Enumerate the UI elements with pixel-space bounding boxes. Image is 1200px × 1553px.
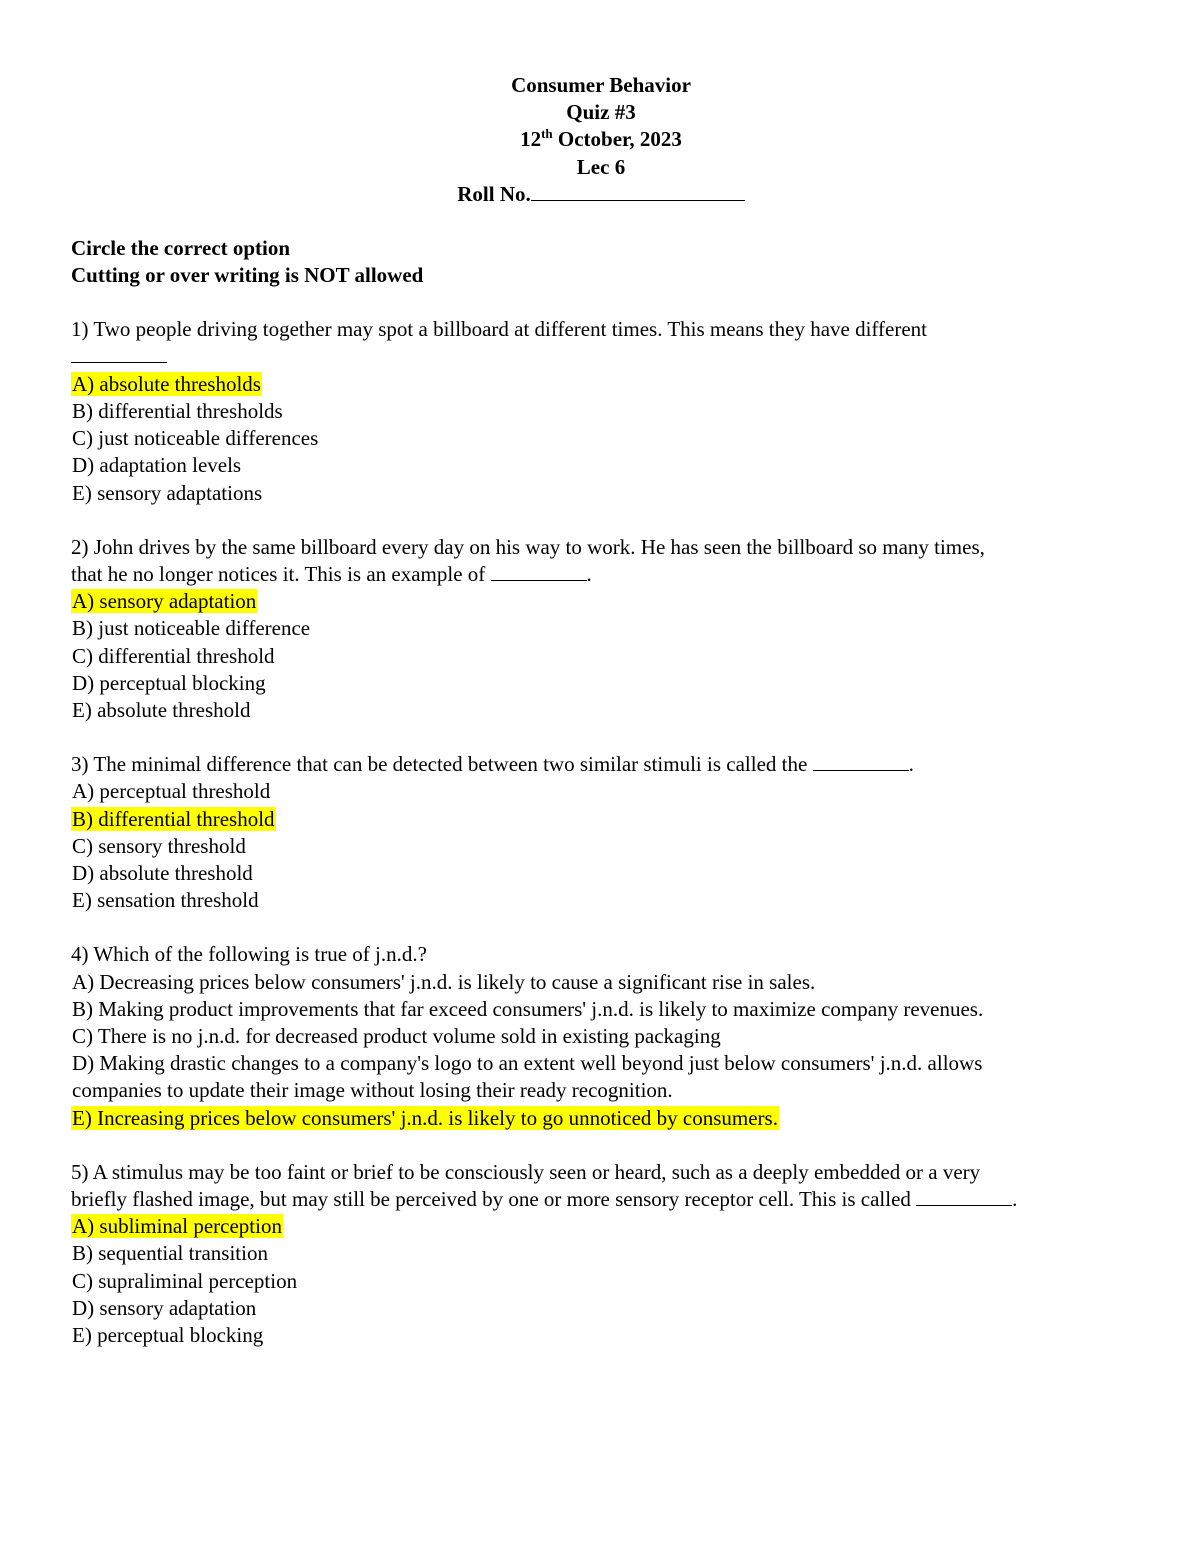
option-d: D) sensory adaptation: [72, 1295, 257, 1320]
instruction-no-overwrite: Cutting or over writing is NOT allowed: [71, 263, 424, 288]
quiz-page: [71, 72, 1131, 1349]
lecture-label: Lec 6: [576, 154, 626, 179]
option-e: E) sensory adaptations: [72, 480, 263, 505]
question-text-cont: that he no longer notices it. This is an example of .: [71, 561, 592, 586]
option-a-correct: A) subliminal perception: [72, 1214, 282, 1239]
answer-blank: [491, 562, 587, 581]
option-b: B) just noticeable difference: [72, 616, 311, 641]
option-b: B) sequential transition: [72, 1241, 268, 1266]
option-d-cont: companies to update their image without losing their ready recognition.: [72, 1078, 673, 1103]
option-a-correct: A) absolute thresholds: [72, 371, 261, 396]
option-c: C) sensory threshold: [72, 833, 246, 858]
option-e: E) sensation threshold: [72, 888, 259, 913]
question-text: 2) John drives by the same billboard every day on his way to work. He has seen the billboard so many times,: [71, 534, 985, 559]
option-d: D) adaptation levels: [72, 453, 242, 478]
option-d: D) perceptual blocking: [72, 670, 266, 695]
option-e: E) perceptual blocking: [72, 1323, 264, 1348]
question-text: 4) Which of the following is true of j.n.d.?: [71, 942, 427, 967]
question-text: 3) The minimal difference that can be detected between two similar stimuli is called the .: [71, 752, 914, 777]
quiz-header: [71, 72, 1131, 208]
option-c: C) There is no j.n.d. for decreased product volume sold in existing packaging: [72, 1024, 721, 1048]
roll-number-row: [71, 181, 1131, 208]
option-c: C) just noticeable differences: [72, 426, 319, 451]
option-c: C) supraliminal perception: [72, 1268, 298, 1293]
date-suffix: th: [541, 126, 553, 142]
option-e: E) absolute threshold: [72, 697, 251, 722]
roll-number-blank: [531, 182, 745, 201]
question-text-cont: briefly flashed image, but may still be perceived by one or more sensory receptor cell. This is called .: [71, 1187, 1018, 1212]
option-c: C) differential threshold: [72, 643, 275, 668]
option-a-correct: A) sensory adaptation: [72, 589, 257, 614]
option-b-correct: B) differential threshold: [72, 806, 275, 831]
quiz-title: Quiz #3: [566, 100, 636, 125]
question-2: [71, 534, 1131, 724]
date-rest: October, 2023: [552, 127, 682, 152]
question-5: [71, 1159, 1131, 1349]
option-b: B) differential thresholds: [72, 398, 283, 423]
answer-blank: [71, 344, 1131, 371]
instruction-circle: Circle the correct option: [71, 235, 291, 260]
question-1: [71, 316, 1131, 506]
question-text: 5) A stimulus may be too faint or brief to be consciously seen or heard, such as a deeply embedded or a very: [71, 1159, 981, 1184]
instructions: [71, 235, 1131, 289]
option-b: B) Making product improvements that far exceed consumers' j.n.d. is likely to maximize company revenues.: [72, 996, 984, 1021]
roll-label: Roll No.: [457, 181, 531, 206]
course-title: Consumer Behavior: [511, 73, 691, 97]
quiz-date: [71, 126, 1131, 153]
option-d: D) absolute threshold: [72, 860, 253, 885]
answer-blank: [916, 1187, 1012, 1206]
question-text: 1) Two people driving together may spot a billboard at different times. This means they have different: [71, 317, 928, 342]
option-e-correct: E) Increasing prices below consumers' j.n.d. is likely to go unnoticed by consumers.: [72, 1105, 778, 1130]
date-day: 12: [520, 127, 542, 152]
question-4: [71, 941, 1131, 1131]
question-3: [71, 751, 1131, 914]
answer-blank: [813, 752, 909, 771]
option-a: A) perceptual threshold: [72, 779, 271, 804]
option-a: A) Decreasing prices below consumers' j.n.d. is likely to cause a significant rise in sales.: [72, 969, 816, 994]
option-d: D) Making drastic changes to a company's logo to an extent well beyond just below consumers' j.n.d. allows: [72, 1051, 983, 1076]
